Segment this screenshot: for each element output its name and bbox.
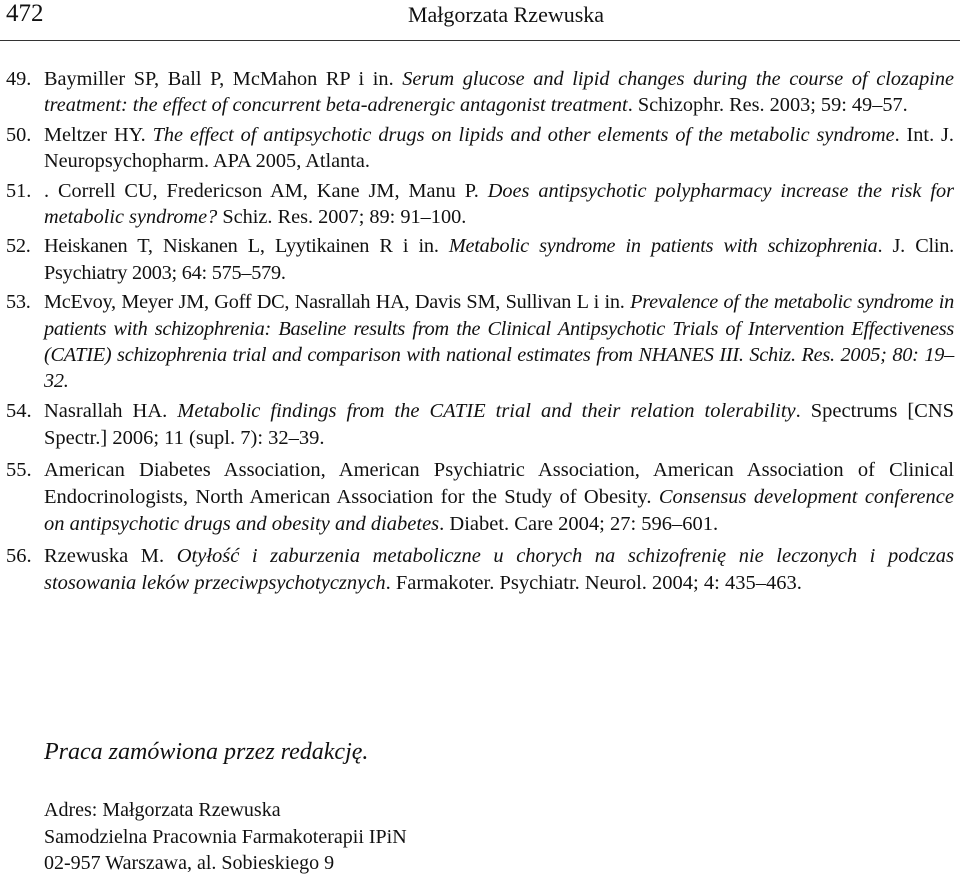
- reference-54: [6, 398, 954, 452]
- reference-authors: Meltzer HY.: [44, 123, 153, 146]
- reference-title: Otyłość i zaburzenia metaboliczne u chorych na schizofrenię nie leczonych i podczas stosowania leków przeciwpsychotycznych: [44, 544, 954, 594]
- reference-title: Consensus development conference on antipsychotic drugs and obesity and diabetes: [44, 485, 954, 535]
- page-number: 472: [6, 0, 44, 27]
- correspondence-address: [44, 797, 407, 877]
- reference-number: 54.: [6, 399, 32, 422]
- address-line: 02-957 Warszawa, al. Sobieskiego 9: [44, 852, 335, 874]
- header-divider: [0, 40, 960, 41]
- reference-49: [6, 66, 954, 119]
- reference-55: [6, 457, 954, 538]
- reference-number: 55.: [6, 458, 32, 481]
- address-line: Adres: Małgorzata Rzewuska: [44, 799, 281, 821]
- reference-source: Schiz. Res. 2007; 89: 91–100.: [217, 206, 467, 229]
- reference-authors: Heiskanen T, Niskanen L, Lyytikainen R i in.: [44, 235, 449, 258]
- reference-authors: . Correll CU, Fredericson AM, Kane JM, Manu P.: [44, 179, 488, 202]
- reference-50: [6, 122, 954, 175]
- reference-title: Metabolic findings from the CATIE trial and their relation tolerability: [177, 399, 796, 422]
- reference-authors: Baymiller SP, Ball P, McMahon RP i in.: [44, 68, 403, 90]
- reference-56: [6, 543, 954, 597]
- reference-number: 52.: [6, 235, 31, 258]
- reference-title: Prevalence of the metabolic syndrome in patients with schizophrenia: Baseline results from the Clinical Antipsychotic Trials of Intervention Effectiveness (CATIE) schizophrenia trial and comparison with national estimates from NHANES III. Schiz. Res. 2005; 80: 19–32.: [44, 291, 954, 393]
- reference-authors: American Diabetes Association, American Psychiatric Association, American Association of Clinical Endocrinologists, North American Association for the Study of Obesity.: [44, 458, 954, 508]
- reference-title: Metabolic syndrome in patients with schizophrenia: [448, 235, 878, 258]
- reference-53: [6, 289, 954, 395]
- reference-source: . Int. J. Neuropsychopharm. APA 2005, Atlanta.: [44, 123, 954, 173]
- reference-source: . Spectrums [CNS Spectr.] 2006; 11 (supl. 7): 32–39.: [44, 399, 955, 449]
- reference-source: . Diabet. Care 2004; 27: 596–601.: [439, 512, 719, 535]
- reference-authors: Rzewuska M.: [44, 544, 177, 567]
- reference-number: 49.: [6, 68, 32, 90]
- reference-title: The effect of antipsychotic drugs on lipids and other elements of the metabolic syndrome: [152, 123, 895, 146]
- reference-52: [6, 233, 954, 286]
- reference-number: 56.: [6, 544, 32, 567]
- reference-title: Does antipsychotic polypharmacy increase the risk for metabolic syndrome?: [44, 179, 954, 229]
- reference-number: 51.: [6, 179, 32, 202]
- reference-source: . Schizophr. Res. 2003; 59: 49–57.: [627, 94, 908, 117]
- reference-source: . J. Clin. Psychiatry 2003; 64: 575–579.: [44, 235, 954, 284]
- reference-number: 53.: [6, 291, 31, 314]
- reference-51: [6, 178, 954, 231]
- reference-list: [6, 66, 954, 602]
- running-header-author: Małgorzata Rzewuska: [407, 2, 605, 27]
- reference-number: 50.: [6, 123, 32, 146]
- editorial-note: Praca zamówiona przez redakcję.: [44, 739, 369, 765]
- reference-authors: McEvoy, Meyer JM, Goff DC, Nasrallah HA, Davis SM, Sullivan L i in.: [44, 291, 631, 314]
- reference-title: Serum glucose and lipid changes during the course of clozapine treatment: the effect of concurrent beta-adrenergic antagonist treatment: [44, 68, 954, 117]
- reference-authors: Nasrallah HA.: [44, 399, 178, 422]
- reference-source: . Farmakoter. Psychiatr. Neurol. 2004; 4: 435–463.: [385, 571, 802, 594]
- address-line: Samodzielna Pracownia Farmakoterapii IPiN: [44, 825, 407, 848]
